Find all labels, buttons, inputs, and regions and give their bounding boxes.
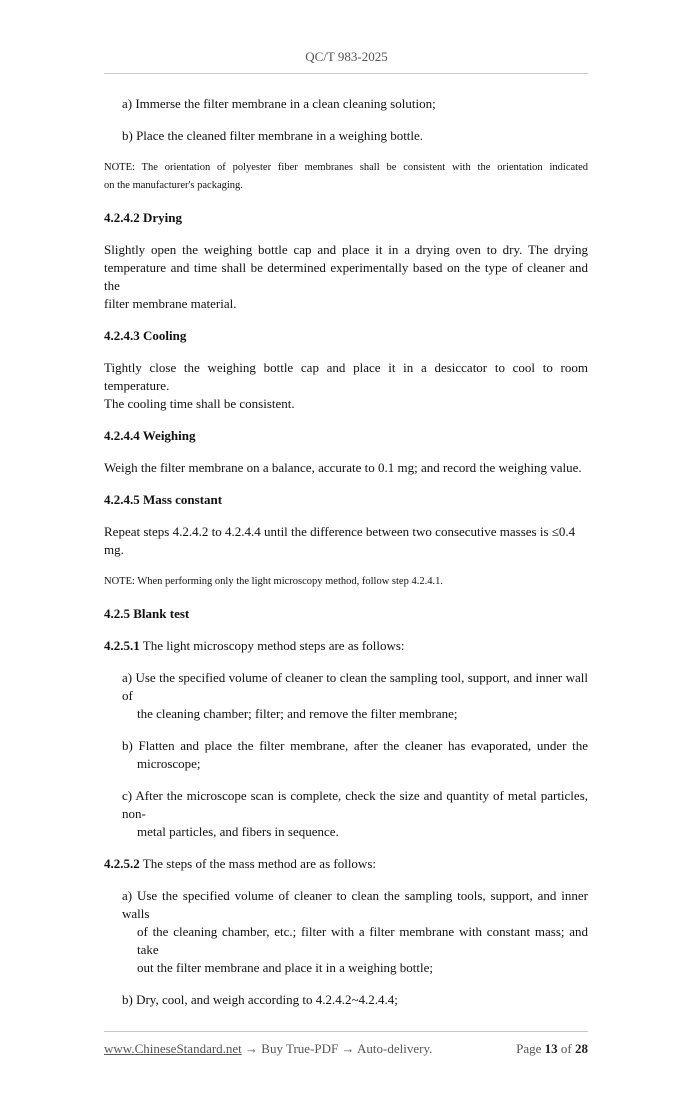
section-heading: 4.2.5 Blank test bbox=[104, 606, 190, 621]
section-heading: 4.2.4.2 Drying bbox=[104, 210, 182, 225]
paragraph-line: filter membrane material. bbox=[104, 296, 237, 311]
list-item-line: a) Use the specified volume of cleaner to clean the sampling tools, support, and inner walls bbox=[122, 888, 588, 921]
list-item bbox=[104, 737, 588, 773]
page-label: Page bbox=[516, 1041, 545, 1056]
footer-divider bbox=[104, 1031, 588, 1032]
page-body bbox=[104, 95, 588, 1098]
note: NOTE: When performing only the light microscopy method, follow step 4.2.4.1. bbox=[104, 576, 443, 587]
list-item bbox=[104, 887, 588, 977]
list-item-line: b) Flatten and place the filter membrane, after the cleaner has evaporated, under the bbox=[122, 738, 588, 753]
list-item-line: metal particles, and fibers in sequence. bbox=[137, 824, 339, 839]
paragraph-line: The cooling time shall be consistent. bbox=[104, 396, 295, 411]
note-line: on the manufacturer's packaging. bbox=[104, 180, 243, 191]
subsection-intro bbox=[104, 637, 588, 655]
list-item-line: a) Use the specified volume of cleaner to clean the sampling tool, support, and inner wall of bbox=[122, 670, 588, 703]
note-line: NOTE: The orientation of polyester fiber membranes shall be consistent with the orientation indicated bbox=[104, 162, 588, 173]
current-page: 13 bbox=[544, 1041, 558, 1056]
paragraph-line: temperature and time shall be determined experimentally based on the type of cleaner and the bbox=[104, 260, 588, 293]
page-number bbox=[516, 1040, 588, 1058]
list-item-line: c) After the microscope scan is complete, check the size and quantity of metal particles, non- bbox=[122, 788, 588, 821]
list-item-line: the cleaning chamber; filter; and remove the filter membrane; bbox=[137, 706, 458, 721]
list-item-line: out the filter membrane and place it in a weighing bottle; bbox=[137, 960, 434, 975]
paragraph: Weigh the filter membrane on a balance, accurate to 0.1 mg; and record the weighing value. bbox=[104, 460, 582, 475]
paragraph-line: Slightly open the weighing bottle cap and place it in a drying oven to dry. The drying bbox=[104, 242, 588, 257]
subsection-text: The steps of the mass method are as follows: bbox=[139, 856, 376, 871]
list-item: b) Place the cleaned filter membrane in a weighing bottle. bbox=[122, 128, 424, 143]
section-heading: 4.2.4.4 Weighing bbox=[104, 428, 196, 443]
footer-promo-text: → Buy True-PDF → Auto-delivery. bbox=[241, 1041, 433, 1056]
list-item: a) Immerse the filter membrane in a clean cleaning solution; bbox=[122, 96, 436, 111]
list-item: b) Dry, cool, and weigh according to 4.2.4.2~4.2.4.4; bbox=[122, 992, 398, 1007]
list-item bbox=[104, 787, 588, 841]
subsection-intro bbox=[104, 855, 588, 873]
total-pages: 28 bbox=[575, 1041, 588, 1056]
list-item-line: microscope; bbox=[137, 756, 201, 771]
paragraph-line: Tightly close the weighing bottle cap and place it in a desiccator to cool to room temperature. bbox=[104, 360, 588, 393]
subsection-number: 4.2.5.2 bbox=[104, 856, 140, 871]
document-id-header: QC/T 983-2025 bbox=[305, 49, 388, 64]
list-item-line: of the cleaning chamber, etc.; filter with a filter membrane with constant mass; and take bbox=[137, 924, 588, 957]
header-divider bbox=[104, 73, 588, 74]
list-item bbox=[104, 669, 588, 723]
paragraph: Repeat steps 4.2.4.2 to 4.2.4.4 until the difference between two consecutive masses is ≤0.4 mg. bbox=[104, 524, 576, 557]
subsection-number: 4.2.5.1 bbox=[104, 638, 140, 653]
subsection-text: The light microscopy method steps are as follows: bbox=[139, 638, 405, 653]
footer-promo bbox=[104, 1040, 432, 1058]
paragraph bbox=[104, 359, 588, 413]
section-heading: 4.2.4.5 Mass constant bbox=[104, 492, 223, 507]
section-heading: 4.2.4.3 Cooling bbox=[104, 328, 187, 343]
of-label: of bbox=[557, 1041, 575, 1056]
page-footer bbox=[104, 1031, 588, 1098]
website-link[interactable]: www.ChineseStandard.net bbox=[104, 1041, 242, 1056]
paragraph bbox=[104, 241, 588, 313]
note bbox=[104, 159, 588, 195]
